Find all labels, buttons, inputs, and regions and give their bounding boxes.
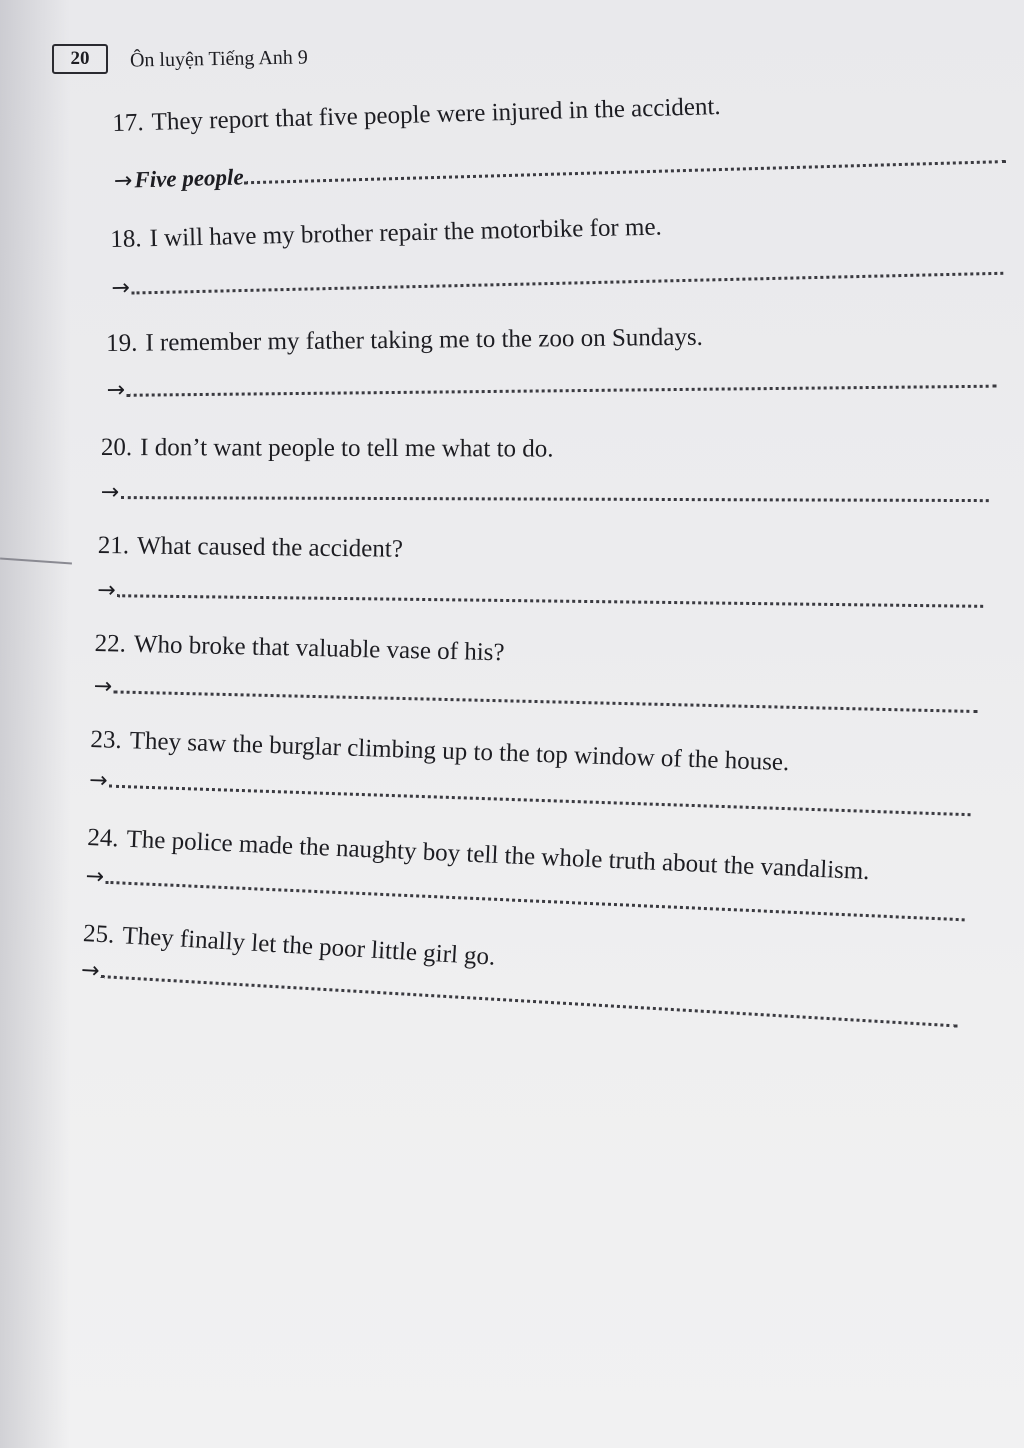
answer-line-18[interactable]: [111, 256, 1003, 301]
question-text: The police made the naughty boy tell the whole truth about the vandalism.: [126, 825, 871, 886]
question-text: They report that five people were injured in the accident.: [151, 93, 721, 136]
question-text: What caused the accident?: [136, 532, 404, 563]
exercise-item-21: [97, 532, 998, 604]
exercise-item-18: [110, 206, 1010, 301]
answer-line-22[interactable]: [93, 674, 977, 719]
question-text: Who broke that valuable vase of his?: [133, 630, 505, 667]
question-number: 20.: [100, 434, 133, 462]
arrow-icon: →: [93, 673, 113, 700]
dotted-answer-line: [118, 594, 984, 608]
question-number: 24.: [86, 824, 120, 853]
arrow-icon: →: [100, 479, 120, 506]
arrow-icon: →: [111, 275, 131, 301]
arrow-icon: →: [88, 767, 109, 794]
question-number: 22.: [94, 630, 127, 658]
exercise-item-19: [106, 321, 1006, 403]
question-number: 18.: [110, 225, 142, 253]
question-number: 19.: [106, 329, 138, 357]
answer-prefix: Five people: [134, 164, 244, 193]
dotted-answer-line: [109, 785, 970, 817]
answer-line-20[interactable]: [101, 480, 989, 508]
answer-line-21[interactable]: [97, 578, 983, 614]
question-20: [101, 434, 1001, 465]
arrow-icon: →: [80, 957, 101, 984]
page-number-box: 20: [52, 44, 108, 74]
question-21: [98, 532, 998, 571]
question-number: 21.: [97, 532, 130, 560]
question-text: I don’t want people to tell me what to do.: [140, 434, 554, 463]
question-text: I remember my father taking me to the zoo on Sundays.: [145, 323, 703, 357]
question-number: 25.: [82, 920, 116, 949]
exercise-item-20: [100, 434, 1001, 506]
book-title: Ôn luyện Tiếng Anh 9: [129, 45, 308, 72]
arrow-icon: →: [97, 577, 116, 604]
arrow-icon: →: [106, 377, 126, 403]
answer-line-17[interactable]: [114, 143, 1006, 194]
page-shadow: [0, 0, 70, 1448]
dotted-answer-line: [127, 385, 997, 397]
question-18: [110, 206, 1010, 254]
exercise-item-23: [88, 726, 990, 794]
exercise-item-17: [112, 85, 1012, 194]
arrow-icon: →: [113, 168, 133, 194]
page-header: [52, 44, 308, 74]
dotted-answer-line: [244, 160, 1006, 184]
dotted-answer-line: [114, 690, 977, 713]
exercise-item-24: [87, 824, 987, 891]
answer-line-19[interactable]: [107, 369, 997, 403]
question-text: I will have my brother repair the motorbike for me.: [149, 213, 663, 253]
dotted-answer-line: [106, 881, 965, 921]
dotted-answer-line: [121, 496, 989, 502]
exercise-item-25: [82, 920, 982, 1000]
question-number: 17.: [112, 109, 144, 137]
arrow-icon: →: [85, 863, 105, 890]
question-number: 23.: [90, 726, 123, 755]
exercise-item-22: [93, 630, 994, 700]
question-text: They saw the burglar climbing up to the top window of the house.: [129, 727, 790, 777]
question-19: [106, 321, 1006, 358]
question-text: They finally let the poor little girl go.: [121, 922, 497, 971]
dotted-answer-line: [132, 272, 1003, 295]
question-22: [94, 630, 994, 678]
question-17: [112, 85, 1012, 138]
